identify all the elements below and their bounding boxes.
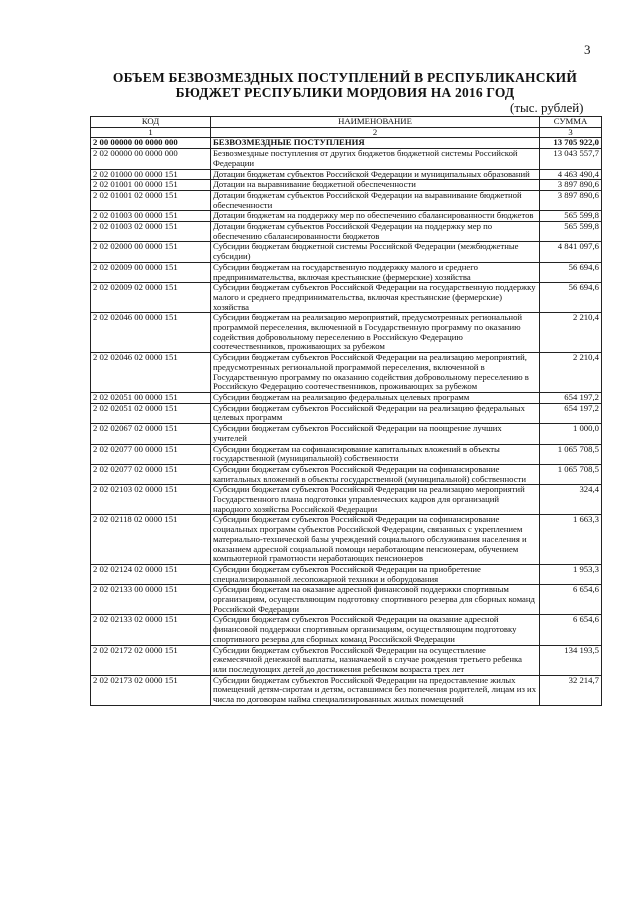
row-sum: 3 897 890,6: [540, 190, 602, 210]
row-sum: 4 841 097,6: [540, 242, 602, 262]
row-name: Субсидии бюджетам субъектов Российской Федерации на софинансирование капитальных вложений в объекты государственной (муниципальной) собственности: [211, 464, 540, 484]
row-sum: 6 654,6: [540, 585, 602, 615]
row-name: Безвозмездные поступления от других бюджетов бюджетной системы Российской Федерации: [211, 149, 540, 169]
table-row: [91, 615, 602, 645]
row-code: 2 02 01003 02 0000 151: [91, 222, 211, 242]
row-code: 2 02 02051 00 0000 151: [91, 392, 211, 403]
row-sum: 1 065 708,5: [540, 444, 602, 464]
row-name: Субсидии бюджетам на реализацию федеральных целевых программ: [211, 392, 540, 403]
row-name: Дотации на выравнивание бюджетной обеспеченности: [211, 180, 540, 191]
row-name: Субсидии бюджетам субъектов Российской Федерации на реализацию мероприятий Государственного плана подготовки управленческих кадров для организаций народного хозяйства Российской Федерации: [211, 485, 540, 515]
row-code: 2 02 02067 02 0000 151: [91, 424, 211, 444]
table-row: [91, 242, 602, 262]
row-code: 2 02 02009 02 0000 151: [91, 283, 211, 313]
row-code: 2 02 02124 02 0000 151: [91, 564, 211, 584]
row-sum: 654 197,2: [540, 392, 602, 403]
row-name: Субсидии бюджетам субъектов Российской Федерации на реализацию мероприятий, предусмотренных региональной программой переселения, включенной в Государственную программу по оказанию содействия добровольному переселению в Российскую Федерацию соотечественников, проживающих за рубежом: [211, 353, 540, 393]
table-row: [91, 444, 602, 464]
document-title: [90, 70, 600, 100]
table-row: [91, 211, 602, 222]
row-code: 2 02 01000 00 0000 151: [91, 169, 211, 180]
table-row: [91, 403, 602, 423]
row-code: 2 02 02046 00 0000 151: [91, 313, 211, 353]
table-row: [91, 313, 602, 353]
table-row: [91, 515, 602, 565]
row-name: Дотации бюджетам субъектов Российской Федерации на выравнивание бюджетной обеспеченности: [211, 190, 540, 210]
row-code: 2 02 02103 02 0000 151: [91, 485, 211, 515]
units-label: (тыс. рублей): [510, 100, 584, 115]
row-sum: 13 043 557,7: [540, 149, 602, 169]
table-row: [91, 262, 602, 282]
row-name: Субсидии бюджетам субъектов Российской Федерации на оказание адресной финансовой поддержки спортивным организациям, осуществляющим подготовку спортивного резерва для сборных команд Российской Федерации: [211, 615, 540, 645]
header-sum: СУММА: [540, 117, 602, 128]
row-sum: 1 663,3: [540, 515, 602, 565]
row-code: 2 02 01001 02 0000 151: [91, 190, 211, 210]
row-name: Субсидии бюджетам субъектов Российской Федерации на предоставление жилых помещений детям-сиротам и детям, оставшимся без попечения родителей, лицам из их числа по договорам найма специализированных жилых помещений: [211, 675, 540, 705]
table-row: [91, 464, 602, 484]
row-code: 2 02 00000 00 0000 000: [91, 149, 211, 169]
row-code: 2 02 02077 00 0000 151: [91, 444, 211, 464]
row-name: Дотации бюджетам субъектов Российской Федерации на поддержку мер по обеспечению сбалансированности бюджетов: [211, 222, 540, 242]
header-name: НАИМЕНОВАНИЕ: [211, 117, 540, 128]
row-name: Субсидии бюджетам на оказание адресной финансовой поддержки спортивным организациям, осуществляющим подготовку спортивного резерва для сборных команд Российской Федерации: [211, 585, 540, 615]
table-row: [91, 564, 602, 584]
row-name: Субсидии бюджетам субъектов Российской Федерации на приобретение специализированной лесопожарной техники и оборудования: [211, 564, 540, 584]
row-name: Субсидии бюджетам субъектов Российской Федерации на поощрение лучших учителей: [211, 424, 540, 444]
row-sum: 13 705 922,0: [540, 138, 602, 149]
table-row: [91, 485, 602, 515]
row-sum: 6 654,6: [540, 615, 602, 645]
row-sum: 2 210,4: [540, 313, 602, 353]
row-sum: 134 193,5: [540, 645, 602, 675]
row-code: 2 02 02046 02 0000 151: [91, 353, 211, 393]
row-code: 2 02 02051 02 0000 151: [91, 403, 211, 423]
table-row: [91, 645, 602, 675]
title-line-1: ОБЪЕМ БЕЗВОЗМЕЗДНЫХ ПОСТУПЛЕНИЙ В РЕСПУБЛИКАНСКИЙ: [112, 70, 578, 85]
row-code: 2 02 02077 02 0000 151: [91, 464, 211, 484]
row-code: 2 02 02173 02 0000 151: [91, 675, 211, 705]
table-row: [91, 675, 602, 705]
budget-table: [90, 116, 602, 706]
row-name: Субсидии бюджетам на государственную поддержку малого и среднего предпринимательства, включая крестьянские (фермерские) хозяйства: [211, 262, 540, 282]
table-row: [91, 169, 602, 180]
row-sum: 1 065 708,5: [540, 464, 602, 484]
row-sum: 565 599,8: [540, 222, 602, 242]
row-name: Субсидии бюджетам бюджетной системы Российской Федерации (межбюджетные субсидии): [211, 242, 540, 262]
header-row: [91, 117, 602, 128]
table-row: [91, 424, 602, 444]
row-sum: 56 694,6: [540, 262, 602, 282]
row-code: 2 00 00000 00 0000 000: [91, 138, 211, 149]
table-row: [91, 190, 602, 210]
row-sum: 324,4: [540, 485, 602, 515]
row-name: Субсидии бюджетам субъектов Российской Федерации на осуществление ежемесячной денежной выплаты, назначаемой в случае рождения третьего ребенка или последующих детей до достижения ребенком возраста трех лет: [211, 645, 540, 675]
row-sum: 56 694,6: [540, 283, 602, 313]
row-sum: 1 953,3: [540, 564, 602, 584]
column-number-code: 1: [91, 127, 211, 138]
row-name: Дотации бюджетам субъектов Российской Федерации и муниципальных образований: [211, 169, 540, 180]
table-row: [91, 180, 602, 191]
row-code: 2 02 02133 02 0000 151: [91, 615, 211, 645]
column-number-row: [91, 127, 602, 138]
title-line-2: БЮДЖЕТ РЕСПУБЛИКИ МОРДОВИЯ НА 2016 ГОД: [175, 85, 515, 100]
row-code: 2 02 02133 00 0000 151: [91, 585, 211, 615]
row-sum: 32 214,7: [540, 675, 602, 705]
row-code: 2 02 02000 00 0000 151: [91, 242, 211, 262]
table-row: [91, 138, 602, 149]
row-sum: 654 197,2: [540, 403, 602, 423]
row-sum: 4 463 490,4: [540, 169, 602, 180]
row-name: Субсидии бюджетам субъектов Российской Федерации на реализацию федеральных целевых программ: [211, 403, 540, 423]
row-code: 2 02 02172 02 0000 151: [91, 645, 211, 675]
row-sum: 2 210,4: [540, 353, 602, 393]
table-row: [91, 353, 602, 393]
table-row: [91, 392, 602, 403]
table-row: [91, 222, 602, 242]
page-number: 3: [584, 42, 591, 57]
row-name: Субсидии бюджетам на реализацию мероприятий, предусмотренных региональной программой переселения, включенной в Государственную программу по оказанию содействия добровольному переселению в Российскую Федерацию соотечественников, проживающих за рубежом: [211, 313, 540, 353]
header-code: КОД: [91, 117, 211, 128]
table-body: [91, 138, 602, 705]
column-number-name: 2: [211, 127, 540, 138]
row-sum: 3 897 890,6: [540, 180, 602, 191]
row-name: Субсидии бюджетам субъектов Российской Федерации на государственную поддержку малого и среднего предпринимательства, включая крестьянские (фермерские) хозяйства: [211, 283, 540, 313]
row-code: 2 02 01003 00 0000 151: [91, 211, 211, 222]
row-name: Субсидии бюджетам субъектов Российской Федерации на софинансирование социальных программ субъектов Российской Федерации, связанных с укреплением материально-технической базы учреждений социального обслуживания населения и оказанием адресной социальной помощи неработающим пенсионерам, обучением компьютерной грамотности неработающих пенсионеров: [211, 515, 540, 565]
row-code: 2 02 02118 02 0000 151: [91, 515, 211, 565]
row-sum: 1 000,0: [540, 424, 602, 444]
column-number-sum: 3: [540, 127, 602, 138]
row-code: 2 02 01001 00 0000 151: [91, 180, 211, 191]
row-name: Дотации бюджетам на поддержку мер по обеспечению сбалансированности бюджетов: [211, 211, 540, 222]
row-name: Субсидии бюджетам на софинансирование капитальных вложений в объекты государственной (муниципальной) собственности: [211, 444, 540, 464]
table-row: [91, 149, 602, 169]
table-row: [91, 283, 602, 313]
row-sum: 565 599,8: [540, 211, 602, 222]
table-row: [91, 585, 602, 615]
row-code: 2 02 02009 00 0000 151: [91, 262, 211, 282]
row-name: БЕЗВОЗМЕЗДНЫЕ ПОСТУПЛЕНИЯ: [211, 138, 540, 149]
